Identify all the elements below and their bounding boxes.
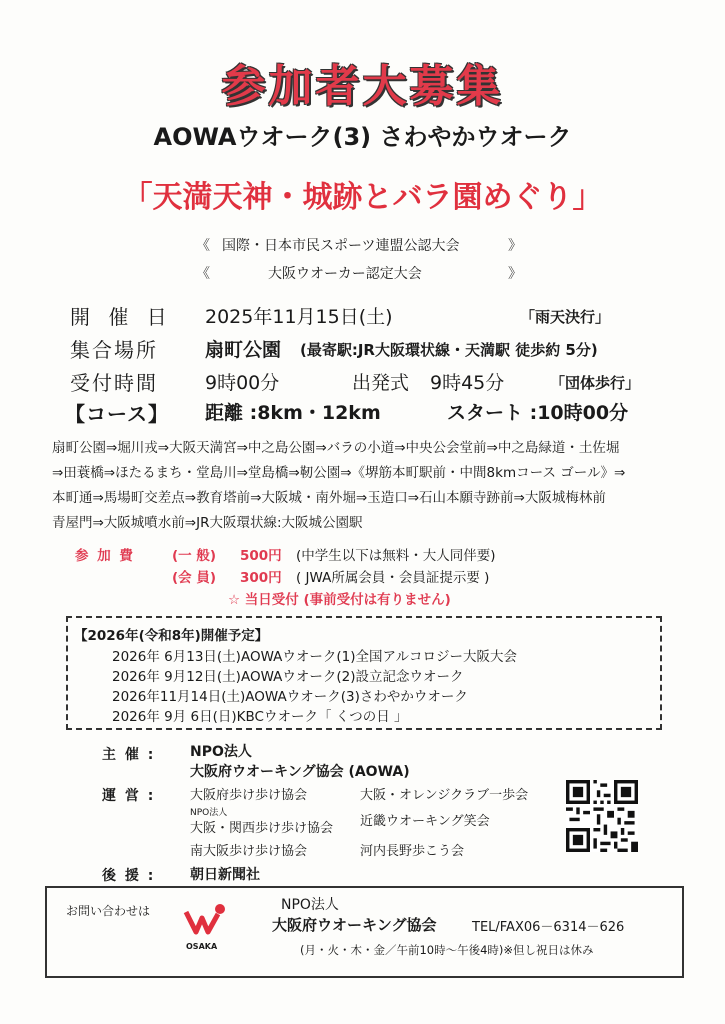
course-distance: 距離 :8km・12km — [205, 402, 381, 424]
headline: 参加者大募集 — [221, 61, 504, 112]
route-line-2: ⇒田蓑橋⇒ほたるまち・堂島川⇒堂島橋⇒靭公園⇒《堺筋本町駅前・中間8kmコース ゴール》⇒ — [52, 465, 626, 481]
reception-label: 受付時間 — [70, 371, 158, 395]
cert-2-text: 大阪ウオーカー認定大会 — [268, 266, 422, 282]
qr-code-icon — [566, 780, 638, 852]
contact-org-line-1: NPO法人 — [281, 897, 339, 913]
cert-2-open: 《 — [196, 266, 210, 282]
operator-2: 大阪・オレンジクラブ一歩会 — [360, 788, 529, 803]
fee-general-note: (中学生以下は無料・大人同伴要) — [296, 548, 496, 564]
route-line-1: 扇町公園⇒堀川戎⇒大阪天満宮⇒中之島公園⇒バラの小道⇒中央公会堂前⇒中之島緑道・土佐堀 — [52, 440, 620, 456]
support-value: 朝日新聞社 — [190, 867, 260, 883]
logo-caption: OSAKA — [186, 942, 218, 951]
fee-general-price: 500円 — [240, 548, 282, 564]
fee-member-price: 300円 — [240, 570, 282, 586]
cert-1-open: 《 — [196, 238, 210, 254]
operator-1: 大阪府歩け歩け協会 — [190, 788, 308, 803]
schedule-item-4: 2026年 9月 6日(日)KBCウオーク「 くつの日 」 — [112, 709, 408, 725]
schedule-item-1: 2026年 6月13日(土)AOWAウオーク(1)全国アルコロジー大阪大会 — [112, 649, 517, 665]
schedule-item-2: 2026年 9月12日(土)AOWAウオーク(2)設立記念ウオーク — [112, 669, 464, 685]
venue-value: 扇町公園 — [205, 339, 282, 361]
course-label: 【コース】 — [65, 402, 169, 426]
fee-general-label: (一 般) — [172, 548, 217, 564]
fee-label: 参 加 費 — [75, 548, 135, 564]
operator-5: 南大阪歩け歩け協会 — [190, 844, 308, 859]
contact-hours: (月・火・木・金／午前10時～午後4時)※但し祝日は休み — [300, 943, 594, 957]
cert-2-close: 》 — [508, 266, 522, 282]
schedule-title: 【2026年(令和8年)開催予定】 — [74, 628, 269, 644]
cert-1-text: 国際・日本市民スポーツ連盟公認大会 — [222, 238, 460, 254]
ceremony-value: 9時45分 — [430, 372, 505, 394]
date-note: 「雨天決行」 — [520, 308, 611, 326]
route-line-4: 青屋門⇒大阪城噴水前⇒JR大阪環状線:大阪城公園駅 — [52, 515, 363, 531]
ceremony-label: 出発式 — [352, 372, 410, 394]
contact-org-line-2: 大阪府ウオーキング協会 — [272, 916, 437, 934]
event-subtitle: AOWAウオーク(3) さわやかウオーク — [153, 123, 572, 151]
fee-member-note: ( JWA所属会員・会員証提示要 ) — [296, 570, 490, 586]
event-main-title: 「天満天神・城跡とバラ園めぐり」 — [122, 180, 603, 215]
host-line-1: NPO法人 — [190, 744, 252, 760]
fee-member-label: (会 員) — [172, 570, 217, 586]
reception-note: 「団体歩行」 — [550, 374, 641, 392]
contact-tel: TEL/FAX06－6314－626 — [472, 920, 625, 935]
contact-label: お問い合わせは — [66, 904, 151, 918]
fee-sameday-note: ☆ 当日受付 (事前受付は有りません) — [228, 592, 451, 608]
date-value: 2025年11月15日(土) — [205, 306, 393, 328]
walking-association-logo-icon — [182, 902, 230, 942]
host-line-2: 大阪府ウオーキング協会 (AOWA) — [190, 764, 410, 780]
operator-6: 河内長野歩こう会 — [360, 844, 465, 859]
venue-label: 集合場所 — [70, 338, 158, 362]
support-label: 後 援 : — [102, 868, 156, 884]
course-start: スタート :10時00分 — [447, 402, 629, 424]
venue-note: (最寄駅:JR大阪環状線・天満駅 徒歩約 5分) — [300, 341, 598, 359]
date-label: 開 催 日 — [70, 305, 173, 329]
schedule-item-3: 2026年11月14日(土)AOWAウオーク(3)さわやかウオーク — [112, 689, 468, 705]
operators-label: 運 営 : — [102, 788, 156, 804]
reception-value: 9時00分 — [205, 372, 280, 394]
operator-3: 大阪・関西歩け歩け協会 — [190, 821, 334, 836]
operator-4: 近畿ウオーキング笑会 — [360, 814, 490, 829]
operator-3-prefix: NPO法人 — [190, 808, 228, 818]
route-line-3: 本町通⇒馬場町交差点⇒教育塔前⇒大阪城・南外堀⇒玉造口⇒石山本願寺跡前⇒大阪城梅林前 — [52, 490, 606, 506]
host-label: 主 催 : — [102, 747, 156, 763]
cert-1-close: 》 — [508, 238, 522, 254]
